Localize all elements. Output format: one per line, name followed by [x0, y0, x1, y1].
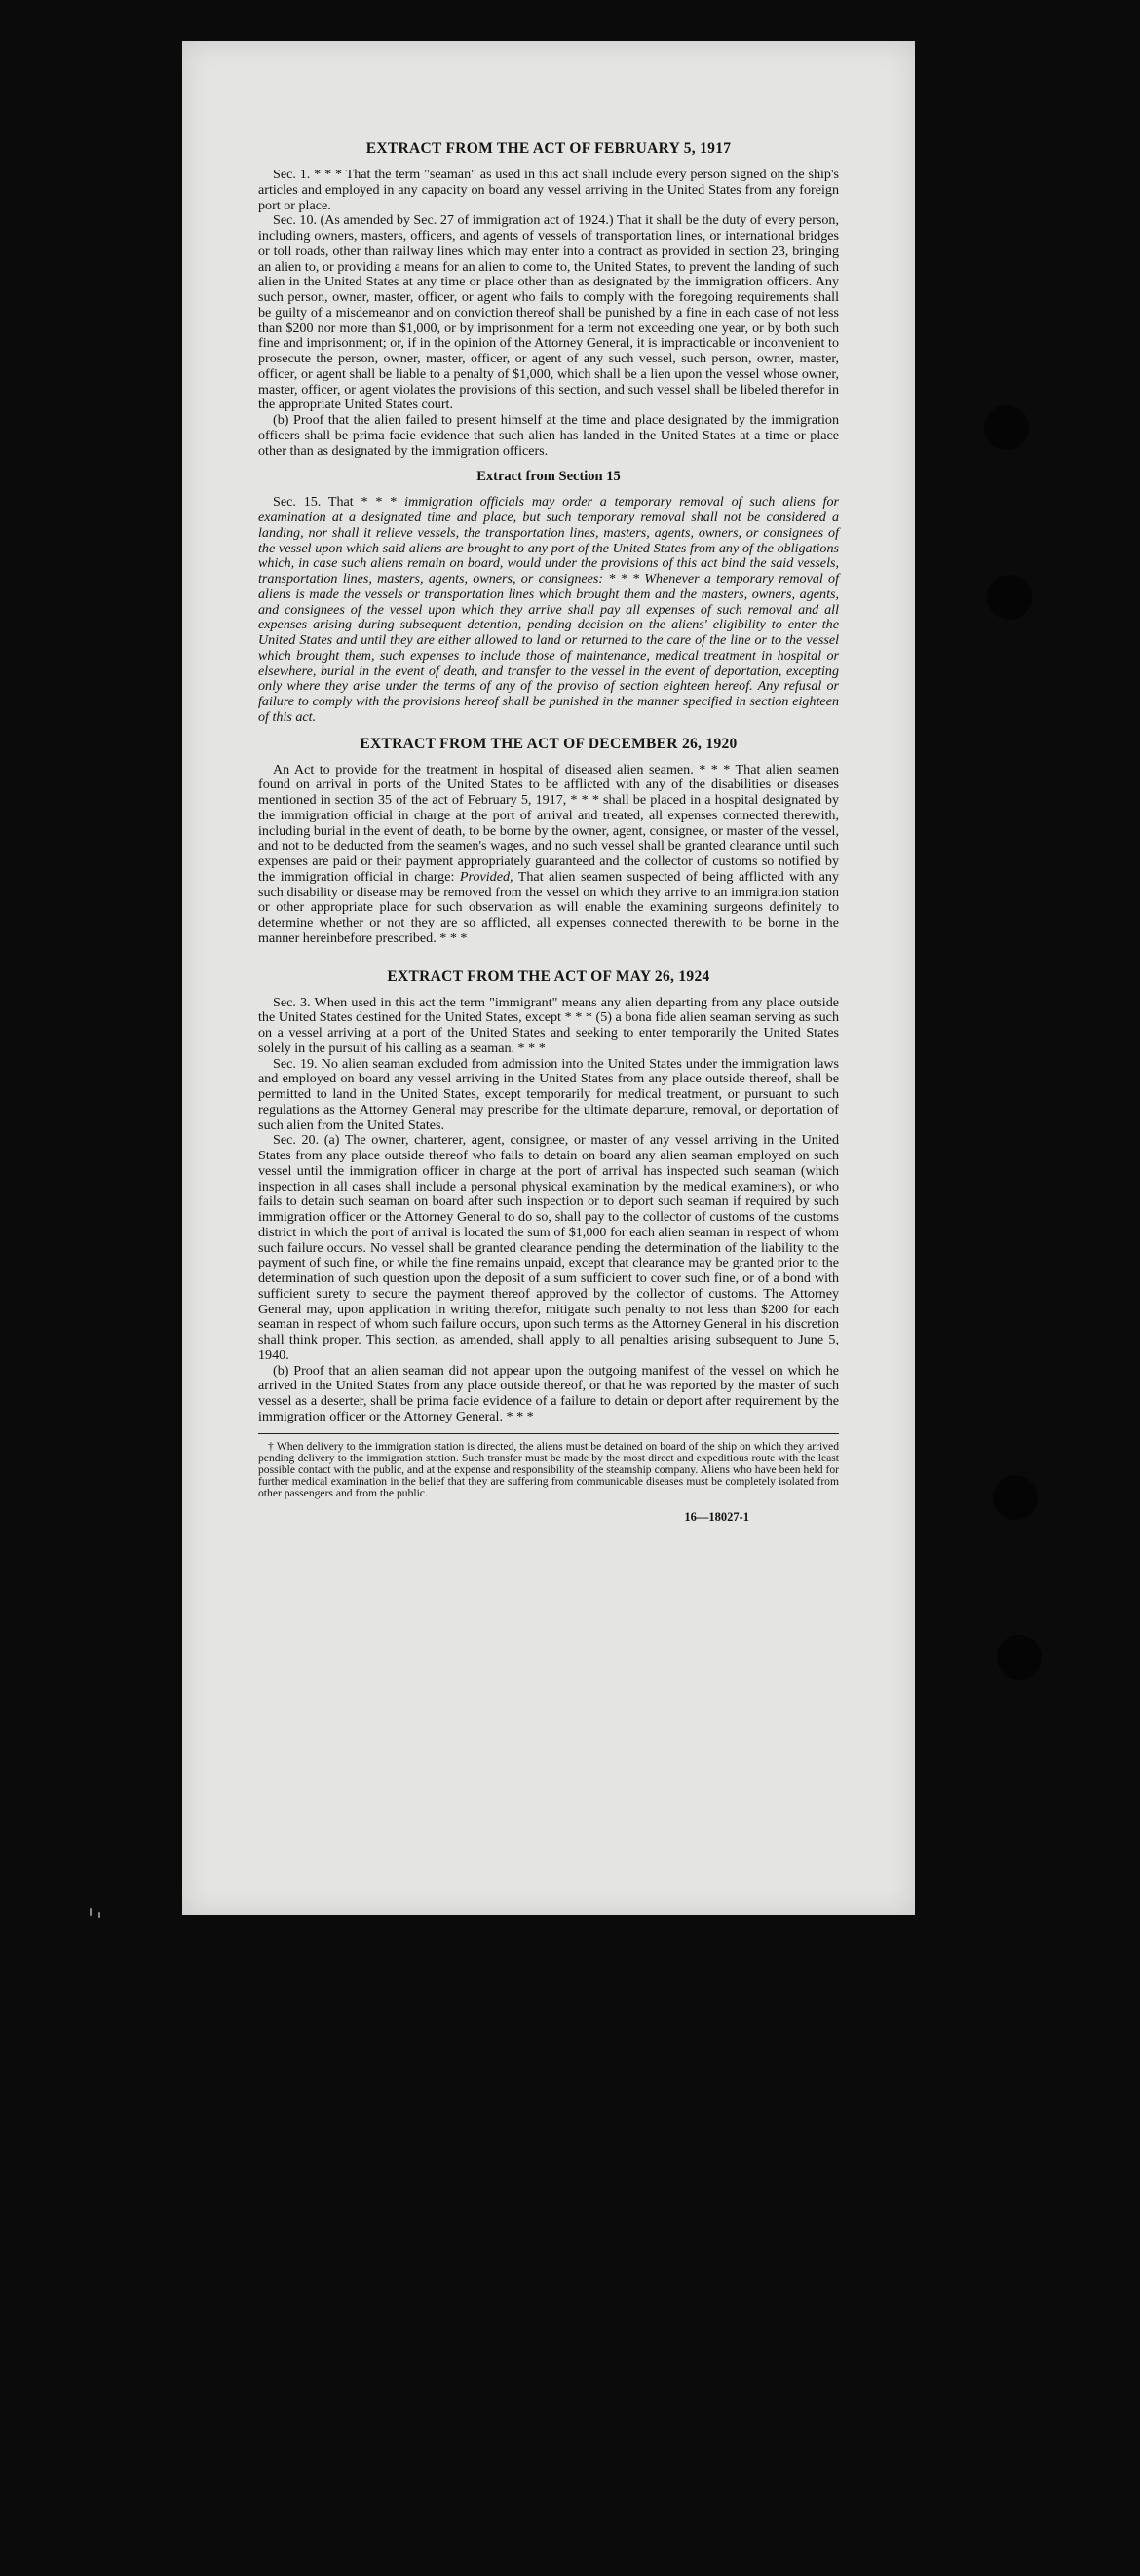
section-title-act-1924: EXTRACT FROM THE ACT OF MAY 26, 1924 [387, 967, 710, 985]
document-content [258, 140, 839, 1525]
scan-speck [98, 1912, 100, 1918]
scan-speck [90, 1908, 92, 1916]
paragraph-sec-3: Sec. 3. When used in this act the term "immigrant" means any alien departing from any place outside the United States destined for the United States, except * * * (5) a bona fide alien seaman serving as such on a vessel arriving at a port of the United States and seeking to enter temporarily the United States solely in the pursuit of his calling as a seaman. * * * [258, 994, 839, 1056]
paragraph-act-1920 [258, 763, 839, 947]
act-1920-text-b: That alien seamen suspected of being afflicted with any such disability or disease may be removed from the vessel on which they arrive to an immigration station or other appropriate place for such observation as will enable the examining surgeons definitely to determine whether or not they are so afflicted, all expenses connected therewith to be borne in the manner hereinbefore prescribed. * * * [258, 868, 839, 946]
punch-hole [987, 575, 1032, 620]
paragraph-sec-15 [258, 495, 839, 725]
footnote: † When delivery to the immigration station is directed, the aliens must be detained on board of the ship on which they arrived pending delivery to the immigration station. Such transfer must be made by the most direct and expeditious route with the least possible contact with the public, and at the expense and responsibility of the steamship company. Aliens who have been held for further medical examination in the belief that they are suffering from communicable diseases must be completely isolated from other passengers and from the public. [258, 1439, 839, 1500]
punch-hole [993, 1475, 1038, 1520]
paragraph-sec-1: Sec. 1. * * * That the term "seaman" as used in this act shall include every person signed on the ship's articles and employed in any capacity on board any vessel arriving in the United States from any foreign port or place. [258, 167, 839, 213]
sec-15-lead: Sec. 15. That * * * [273, 494, 405, 511]
paragraph-sec-20a: Sec. 20. (a) The owner, charterer, agent, consignee, or master of any vessel arriving in the United States from any place outside thereof who fails to detain on board any alien seaman employed on such vessel until the immigration officer in charge at the port of arrival has inspected such seaman (which inspection in all cases shall include a personal physical examination by the medical examiners), or who fails to detain such seaman on board after such inspection or to deport such seaman if required by such immigration officer or the Attorney General to do so, shall pay to the collector of customs of the customs district in which the port of arrival is located the sum of $1,000 for each alien seaman in respect of whom such failure occurs. No vessel shall be granted clearance pending the determination of the liability to the payment of such fine, or while the fine remains unpaid, except that clearance may be granted prior to the determination of such question upon the deposit of a sum sufficient to cover such fine, or of a bond with sufficient surety to secure the payment thereof approved by the collector of customs. The Attorney General may, upon application in writing therefor, mitigate such penalty to not less than $200 for each seaman in respect of whom such failure occurs, upon such terms as the Attorney General in his discretion shall think proper. This section, as amended, shall apply to all penalties arising subsequent to June 5, 1940. [258, 1132, 839, 1363]
footnote-divider [258, 1433, 839, 1434]
section-title-act-1917: EXTRACT FROM THE ACT OF FEBRUARY 5, 1917 [365, 140, 732, 157]
section-title-act-1920: EXTRACT FROM THE ACT OF DECEMBER 26, 1920 [360, 735, 738, 752]
punch-hole [984, 405, 1029, 450]
sec-15-body: immigration officials may order a temporary removal of such aliens for examination at a designated time and place, but such temporary removal shall not be considered a landing, nor shall it relieve vessels, the transportation lines, masters, agents, owners, or consignees of the vessel upon which said aliens are brought to any port of the United States from any of the obligations which, in case such aliens remain on board, would under the provisions of this act bind the said vessels, transportation lines, masters, agents, owners, or consignees: * * * Whenever a temporary removal of aliens is made the vessels or transportation lines which brought them and the masters, owners, agents, and consignees of the vessel upon which they arrive shall pay all expenses of such removal and all expenses arising during subsequent detention, pending decision on the aliens' eligibility to enter the United States and until they are either allowed to land or returned to the care of the line or to the vessel which brought them, such expenses to include those of maintenance, medical treatment in hospital or elsewhere, burial in the event of death, and transfer to the vessel in the event of deportation, excepting only where they arise under the terms of any of the proviso of section eighteen hereof. Any refusal or failure to comply with the provisions hereof shall be punished in the manner specified in section eighteen of this act. [258, 494, 839, 725]
punch-hole [997, 1635, 1042, 1680]
section-title-section-15: Extract from Section 15 [476, 469, 621, 485]
paragraph-sec-19: Sec. 19. No alien seaman excluded from admission into the United States under the immigration laws and employed on board any vessel arriving in the United States from any place outside thereof, shall be permitted to land in the United States, except temporarily for medical treatment, or pursuant to such regulations as the Attorney General may prescribe for the ultimate departure, removal, or deportation of such alien from the United States. [258, 1055, 839, 1133]
paragraph-sec-10: Sec. 10. (As amended by Sec. 27 of immigration act of 1924.) That it shall be the duty of every person, including owners, masters, officers, and agents of vessels of transportation lines, or international bridges or toll roads, other than railway lines which may enter into a contract as provided in section 23, bringing an alien to, or providing a means for an alien to come to, the United States, to prevent the landing of such alien in the United States at any time or place other than as designated by the immigration officers. Any such person, owner, master, officer, or agent who fails to comply with the foregoing requirements shall be guilty of a misdemeanor and on conviction thereof shall be punished by a fine in each case of not less than $200 nor more than $1,000, or by imprisonment for a term not exceeding one year, or by both such fine and imprisonment; or, if in the opinion of the Attorney General, it is impracticable or inconvenient to prosecute the person, owner, master, officer, or agent of any such vessel, such person, owner, master, officer, or agent shall be liable to a penalty of $1,000, which shall be a lien upon the vessel whose owner, master, officer, or agent violates the provisions of this section, and such vessel shall be libeled therefor in the appropriate United States court. [258, 212, 839, 413]
act-1920-text-a: An Act to provide for the treatment in hospital of diseased alien seamen. * * * That alien seamen found on arrival in ports of the United States to be afflicted with any of the disabilities or diseases mentioned in section 35 of the act of February 5, 1917, * * * shall be placed in a hospital designated by the immigration official in charge at the port of arrival and treated, all expenses connected therewith, including burial in the event of death, to be borne by the owner, agent, consignee, or master of the vessel, and not to be deducted from the seamen's wages, and no such vessel shall be granted clearance until such expenses are paid or their payment appropriately guaranteed and the collector of customs so notified by the immigration official in charge: [258, 761, 839, 885]
paragraph-sec-10b: (b) Proof that the alien failed to present himself at the time and place designated by the immigration officers shall be prima facie evidence that such alien has landed in the United States at a time or place other than as designated by the immigration officers. [258, 412, 839, 459]
provided-label: Provided, [459, 868, 513, 885]
paragraph-sec-20b: (b) Proof that an alien seaman did not appear upon the outgoing manifest of the vessel on which he arrived in the United States from any place outside thereof, or that he was reported by the master of such vessel as a deserter, shall be prima facie evidence of a failure to detain or deport after requirement by the immigration officer or the Attorney General. * * * [258, 1362, 839, 1424]
document-page [182, 41, 915, 1915]
form-number: 16—18027-1 [684, 1509, 749, 1524]
